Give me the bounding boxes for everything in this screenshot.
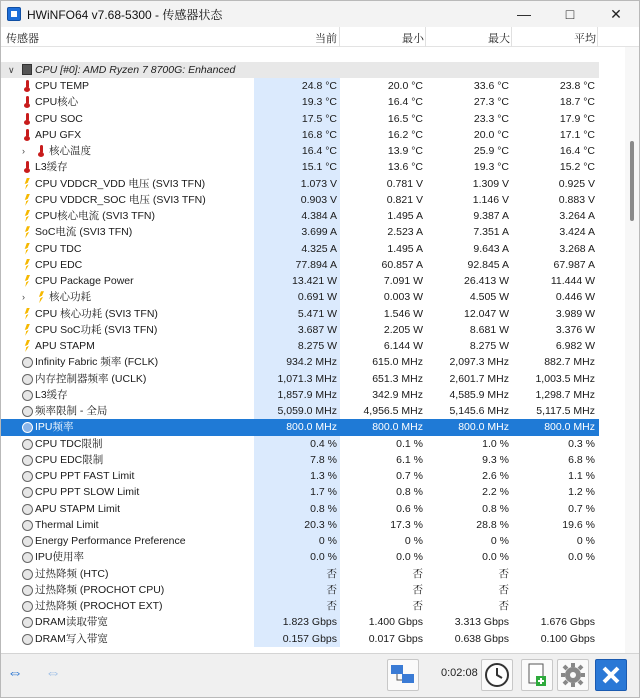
- lightning-icon: [22, 308, 33, 320]
- avg-value: 11.444 W: [550, 275, 595, 287]
- current-value: 1.073 V: [254, 176, 340, 192]
- max-value: 20.0 °C: [473, 128, 509, 141]
- min-value: 2.205 W: [383, 323, 423, 336]
- avg-value: 3.268 A: [559, 242, 595, 255]
- avg-value: [512, 566, 598, 582]
- min-value: 60.857 A: [381, 258, 423, 271]
- lightning-icon: [22, 243, 33, 255]
- current-value: 4.325 A: [254, 241, 340, 257]
- max-value: 800.0 MHz: [458, 421, 509, 434]
- sensor-name: 核心功耗: [49, 291, 91, 304]
- current-value: 3.699 A: [254, 224, 340, 240]
- current-value: 0.8 %: [254, 501, 340, 517]
- column-avg[interactable]: 平均: [574, 33, 596, 45]
- avg-value: 0 %: [576, 535, 595, 547]
- avg-value: 15.2 °C: [559, 161, 595, 174]
- min-value: 否: [412, 567, 423, 580]
- max-value: 8.681 W: [469, 323, 509, 336]
- clock-icon: [22, 438, 33, 450]
- avg-value: 800.0 MHz: [544, 421, 595, 434]
- sensor-name: Thermal Limit: [35, 518, 99, 531]
- max-value: 28.8 %: [476, 518, 509, 531]
- max-value: 4,585.9 MHz: [449, 388, 509, 401]
- min-value: 16.5 °C: [387, 112, 423, 125]
- current-value: 0.691 W: [254, 289, 340, 305]
- column-sensor[interactable]: 传感器: [6, 33, 39, 45]
- max-value: 9.3 %: [482, 453, 509, 466]
- sensor-row[interactable]: [1, 143, 599, 159]
- min-value: 0.821 V: [386, 193, 423, 206]
- clock-icon: [22, 356, 33, 368]
- close-button[interactable]: ✕: [610, 6, 622, 22]
- max-value: 0.0 %: [482, 551, 509, 564]
- avg-value: [512, 582, 598, 598]
- current-value: 0.0 %: [254, 549, 340, 565]
- current-value: 16.4 °C: [254, 143, 340, 159]
- app-icon: [7, 7, 21, 21]
- min-value: 0.781 V: [386, 177, 423, 190]
- max-value: 9.387 A: [473, 210, 509, 222]
- sensor-name: CPU 核心功耗 (SVI3 TFN): [35, 307, 158, 320]
- sensor-name: DRAM读取带宽: [35, 616, 108, 629]
- avg-value: 0.3 %: [568, 437, 595, 450]
- max-value: 否: [498, 583, 509, 596]
- sensor-name: 频率限制 - 全局: [35, 405, 108, 417]
- max-value: 25.9 °C: [473, 145, 509, 157]
- max-value: 2.6 %: [482, 470, 509, 482]
- min-value: 615.0 MHz: [372, 356, 423, 369]
- avg-value: 1,003.5 MHz: [535, 372, 595, 385]
- sensor-name: CPU PPT SLOW Limit: [35, 486, 140, 499]
- sensor-name: 过热降频 (PROCHOT EXT): [35, 600, 163, 612]
- vertical-scrollbar[interactable]: [625, 47, 639, 653]
- current-value: 0.903 V: [254, 192, 340, 208]
- thermometer-icon: [36, 145, 47, 157]
- avg-value: 19.6 %: [562, 518, 595, 531]
- min-value: 800.0 MHz: [372, 421, 423, 434]
- max-value: 0 %: [490, 535, 509, 547]
- min-value: 否: [412, 583, 423, 596]
- current-value: 1.3 %: [254, 468, 340, 484]
- sensor-row[interactable]: [1, 78, 599, 94]
- elapsed-time: 0:02:08: [441, 667, 478, 679]
- max-value: 12.047 W: [464, 307, 509, 320]
- column-header: [1, 27, 639, 47]
- sensor-name: Infinity Fabric 频率 (FCLK): [35, 356, 159, 369]
- current-value: 1.7 %: [254, 484, 340, 500]
- sensor-name: CPU TEMP: [35, 80, 90, 92]
- clock-icon: [22, 503, 33, 515]
- clock-icon: [22, 421, 33, 433]
- current-value: 77.894 A: [254, 257, 340, 273]
- max-value: 3.313 Gbps: [454, 616, 509, 629]
- clock-icon: [22, 535, 33, 547]
- column-max[interactable]: 最大: [488, 33, 510, 45]
- max-value: 2.2 %: [482, 486, 509, 499]
- sensor-row[interactable]: [1, 159, 599, 175]
- avg-value: 5,117.5 MHz: [536, 405, 595, 417]
- expand-icon[interactable]: ›: [22, 146, 25, 156]
- min-value: 13.9 °C: [387, 145, 423, 157]
- thermometer-icon: [22, 113, 33, 125]
- min-value: 4,956.5 MHz: [363, 405, 423, 417]
- max-value: 否: [498, 567, 509, 580]
- group-label: CPU [#0]: AMD Ryzen 7 8700G: Enhanced: [35, 64, 236, 76]
- avg-value: 1.676 Gbps: [540, 616, 595, 629]
- min-value: 20.0 °C: [387, 80, 423, 92]
- cpu-chip-icon: [22, 64, 32, 75]
- clock-icon: [22, 486, 33, 498]
- avg-value: 3.989 W: [555, 307, 595, 320]
- current-value: 0 %: [254, 533, 340, 549]
- scrollbar-thumb[interactable]: [630, 141, 634, 221]
- min-value: 2.523 A: [387, 226, 423, 239]
- avg-value: 3.424 A: [559, 226, 595, 239]
- max-value: 2,601.7 MHz: [449, 372, 509, 385]
- current-value: 800.0 MHz: [254, 419, 340, 435]
- avg-value: 1,298.7 MHz: [535, 388, 595, 401]
- sensor-name: CPU VDDCR_SOC 电压 (SVI3 TFN): [35, 193, 206, 206]
- report-add-icon[interactable]: [521, 659, 553, 691]
- min-value: 16.2 °C: [387, 128, 423, 141]
- sensor-row[interactable]: [1, 484, 599, 500]
- clock-icon: [22, 373, 33, 385]
- sensor-row[interactable]: [1, 241, 599, 257]
- sensor-row[interactable]: [1, 289, 599, 305]
- thermometer-icon: [22, 80, 33, 92]
- min-value: 13.6 °C: [387, 161, 423, 174]
- clock-icon: [22, 584, 33, 596]
- max-value: 26.413 W: [464, 275, 509, 287]
- sensor-row[interactable]: [1, 94, 599, 110]
- max-value: 33.6 °C: [473, 80, 509, 92]
- sensor-name: L3缓存: [35, 388, 68, 401]
- sensor-row[interactable]: [1, 631, 599, 647]
- current-value: 15.1 °C: [254, 159, 340, 175]
- sensor-row[interactable]: [1, 371, 599, 387]
- clock-icon: [22, 470, 33, 482]
- sensor-name: 过热降频 (PROCHOT CPU): [35, 583, 165, 596]
- sensor-name: CPU TDC限制: [35, 437, 103, 450]
- sensor-name: CPU PPT FAST Limit: [35, 470, 135, 482]
- sensor-name: L3缓存: [35, 161, 68, 174]
- navigate-arrows-disabled-icon[interactable]: ⇔: [45, 665, 61, 682]
- max-value: 8.275 W: [469, 340, 509, 352]
- min-value: 6.144 W: [383, 340, 423, 352]
- sensor-name: CPU EDC: [35, 258, 83, 271]
- lightning-icon: [22, 275, 33, 287]
- clock-icon: [22, 568, 33, 580]
- column-divider[interactable]: [511, 27, 512, 47]
- avg-value: 1.2 %: [568, 486, 595, 499]
- min-value: 17.3 %: [390, 518, 423, 531]
- lightning-icon: [22, 194, 33, 206]
- min-value: 否: [412, 600, 423, 612]
- current-value: 8.275 W: [254, 338, 340, 354]
- sensor-row[interactable]: [1, 403, 599, 419]
- sensor-row[interactable]: [1, 452, 599, 468]
- sensor-name: 内存控制器频率 (UCLK): [35, 372, 147, 385]
- min-value: 0.8 %: [396, 486, 423, 499]
- avg-value: 18.7 °C: [559, 96, 595, 109]
- thermometer-icon: [22, 129, 33, 141]
- current-value: 否: [254, 582, 340, 598]
- current-value: 5,059.0 MHz: [254, 403, 340, 419]
- sensor-row[interactable]: [1, 614, 599, 630]
- max-value: 0.8 %: [482, 502, 509, 515]
- sensor-name: CPU TDC: [35, 242, 82, 255]
- sensor-name: CPU VDDCR_VDD 电压 (SVI3 TFN): [35, 177, 206, 190]
- lightning-icon: [22, 178, 33, 190]
- min-value: 0.0 %: [396, 551, 423, 564]
- clock-icon: [22, 389, 33, 401]
- max-value: 7.351 A: [473, 226, 509, 239]
- max-value: 27.3 °C: [473, 96, 509, 109]
- lightning-icon: [22, 210, 33, 222]
- collapse-icon[interactable]: ∨: [8, 65, 15, 75]
- min-value: 0.003 W: [383, 291, 423, 304]
- sensor-row[interactable]: [1, 387, 599, 403]
- navigate-arrows-icon[interactable]: ⇔: [7, 665, 23, 682]
- avg-value: 0.7 %: [568, 502, 595, 515]
- maximize-button[interactable]: □: [565, 6, 575, 22]
- clock-icon[interactable]: [481, 659, 513, 691]
- sensor-name: DRAM写入带宽: [35, 632, 108, 645]
- column-divider[interactable]: [339, 27, 340, 47]
- min-value: 0 %: [404, 535, 423, 547]
- avg-value: 16.4 °C: [559, 145, 595, 157]
- sensor-name: 过热降频 (HTC): [35, 567, 109, 580]
- avg-value: 6.982 W: [555, 340, 595, 352]
- clock-icon: [22, 405, 33, 417]
- lightning-icon: [22, 259, 33, 271]
- max-value: 23.3 °C: [473, 112, 509, 125]
- network-icon[interactable]: [387, 659, 419, 691]
- min-value: 651.3 MHz: [372, 372, 423, 385]
- minimize-button[interactable]: —: [517, 6, 531, 22]
- sensor-row[interactable]: [1, 566, 599, 582]
- sensor-row[interactable]: [1, 306, 599, 322]
- sensor-row[interactable]: [1, 549, 599, 565]
- avg-value: 3.264 A: [559, 210, 595, 222]
- column-divider[interactable]: [597, 27, 598, 47]
- max-value: 1.309 V: [472, 177, 509, 190]
- max-value: 5,145.6 MHz: [449, 405, 509, 417]
- current-value: 20.3 %: [254, 517, 340, 533]
- avg-value: 6.8 %: [568, 453, 595, 466]
- avg-value: 0.100 Gbps: [540, 632, 595, 645]
- sensor-name: APU GFX: [35, 128, 82, 141]
- current-value: 0.4 %: [254, 436, 340, 452]
- min-value: 16.4 °C: [387, 96, 423, 109]
- lightning-icon: [22, 226, 33, 238]
- current-value: 19.3 °C: [254, 94, 340, 110]
- sensor-row[interactable]: [1, 517, 599, 533]
- sensor-row[interactable]: [1, 419, 599, 435]
- min-value: 1.546 W: [383, 307, 423, 320]
- sensor-row[interactable]: [1, 322, 599, 338]
- min-value: 0.7 %: [396, 470, 423, 482]
- current-value: 1.823 Gbps: [254, 614, 340, 630]
- current-value: 24.8 °C: [254, 78, 340, 94]
- avg-value: 0.925 V: [558, 177, 595, 190]
- max-value: 否: [498, 600, 509, 612]
- max-value: 0.638 Gbps: [454, 632, 509, 645]
- current-value: 16.8 °C: [254, 127, 340, 143]
- sensor-name: IPU使用率: [35, 551, 85, 564]
- max-value: 1.146 V: [472, 193, 509, 206]
- column-min[interactable]: 最小: [402, 33, 424, 45]
- current-value: 5.471 W: [254, 306, 340, 322]
- avg-value: 17.1 °C: [559, 128, 595, 141]
- sensor-row[interactable]: [1, 582, 599, 598]
- sensor-row[interactable]: [1, 273, 599, 289]
- max-value: 92.845 A: [467, 258, 509, 271]
- avg-value: [512, 598, 598, 614]
- sensor-row[interactable]: [1, 111, 599, 127]
- avg-value: 17.9 °C: [559, 112, 595, 125]
- sensor-row[interactable]: [1, 176, 599, 192]
- clock-icon: [22, 519, 33, 531]
- close-sensors-icon[interactable]: [595, 659, 627, 691]
- sensor-row[interactable]: [1, 127, 599, 143]
- sensor-row[interactable]: [1, 338, 599, 354]
- current-value: 1,857.9 MHz: [254, 387, 340, 403]
- sensor-row[interactable]: [1, 501, 599, 517]
- clock-icon: [22, 600, 33, 612]
- min-value: 6.1 %: [396, 453, 423, 466]
- sensor-name: CPU EDC限制: [35, 453, 104, 466]
- min-value: 7.091 W: [383, 275, 423, 287]
- thermometer-icon: [22, 96, 33, 108]
- avg-value: 23.8 °C: [559, 80, 595, 92]
- column-current[interactable]: 当前: [315, 33, 337, 45]
- clock-icon: [22, 551, 33, 563]
- window-title: HWiNFO64 v7.68-5300 - 传感器状态: [27, 8, 223, 22]
- lightning-icon: [36, 291, 47, 303]
- current-value: 934.2 MHz: [254, 354, 340, 370]
- sensor-name: CPU核心电流 (SVI3 TFN): [35, 210, 155, 222]
- sensor-name: 核心温度: [49, 145, 91, 157]
- sensor-name: CPU核心: [35, 96, 79, 109]
- clock-icon: [22, 633, 33, 645]
- sensor-name: APU STAPM Limit: [35, 502, 120, 515]
- sensor-row[interactable]: [1, 436, 599, 452]
- sensor-row[interactable]: [1, 468, 599, 484]
- current-value: 17.5 °C: [254, 111, 340, 127]
- min-value: 0.1 %: [396, 437, 423, 450]
- avg-value: 3.376 W: [555, 323, 595, 336]
- min-value: 0.017 Gbps: [368, 632, 423, 645]
- current-value: 3.687 W: [254, 322, 340, 338]
- max-value: 9.643 A: [473, 242, 509, 255]
- sensor-name: SoC电流 (SVI3 TFN): [35, 226, 133, 239]
- sensor-name: Energy Performance Preference: [35, 535, 186, 547]
- current-value: 1,071.3 MHz: [254, 371, 340, 387]
- thermometer-icon: [22, 161, 33, 173]
- current-value: 否: [254, 566, 340, 582]
- avg-value: 0.883 V: [558, 193, 595, 206]
- lightning-icon: [22, 340, 33, 352]
- max-value: 4.505 W: [469, 291, 509, 304]
- sensor-row[interactable]: [1, 208, 599, 224]
- sensor-row[interactable]: [1, 192, 599, 208]
- sensor-name: APU STAPM: [35, 340, 95, 352]
- sensor-row[interactable]: [1, 533, 599, 549]
- avg-value: 0.0 %: [568, 551, 595, 564]
- avg-value: 1.1 %: [568, 470, 595, 482]
- min-value: 0.6 %: [396, 502, 423, 515]
- min-value: 1.495 A: [387, 210, 423, 222]
- sensor-row[interactable]: [1, 598, 599, 614]
- sensor-group-row[interactable]: [1, 62, 599, 78]
- avg-value: 67.987 A: [553, 258, 595, 271]
- min-value: 1.495 A: [387, 242, 423, 255]
- current-value: 13.421 W: [254, 273, 340, 289]
- sensor-name: CPU SOC: [35, 112, 83, 125]
- column-divider[interactable]: [425, 27, 426, 47]
- avg-value: 0.446 W: [555, 291, 595, 304]
- sensor-name: IPU频率: [35, 421, 74, 434]
- sensor-list: [1, 78, 599, 647]
- min-value: 342.9 MHz: [372, 388, 423, 401]
- min-value: 1.400 Gbps: [368, 616, 423, 629]
- max-value: 2,097.3 MHz: [449, 356, 509, 369]
- lightning-icon: [22, 324, 33, 336]
- current-value: 4.384 A: [254, 208, 340, 224]
- sensor-row[interactable]: [1, 354, 599, 370]
- sensor-row[interactable]: [1, 224, 599, 240]
- current-value: 否: [254, 598, 340, 614]
- clock-icon: [22, 454, 33, 466]
- clock-icon: [22, 616, 33, 628]
- current-value: 0.157 Gbps: [254, 631, 340, 647]
- max-value: 19.3 °C: [473, 161, 509, 174]
- expand-icon[interactable]: ›: [22, 292, 25, 303]
- avg-value: 882.7 MHz: [544, 356, 595, 369]
- sensor-name: CPU Package Power: [35, 275, 134, 287]
- sensor-row[interactable]: [1, 257, 599, 273]
- title-bar: [1, 1, 639, 27]
- settings-gear-icon[interactable]: [557, 659, 589, 691]
- max-value: 1.0 %: [482, 437, 509, 450]
- sensor-name: CPU SoC功耗 (SVI3 TFN): [35, 323, 158, 336]
- current-value: 7.8 %: [254, 452, 340, 468]
